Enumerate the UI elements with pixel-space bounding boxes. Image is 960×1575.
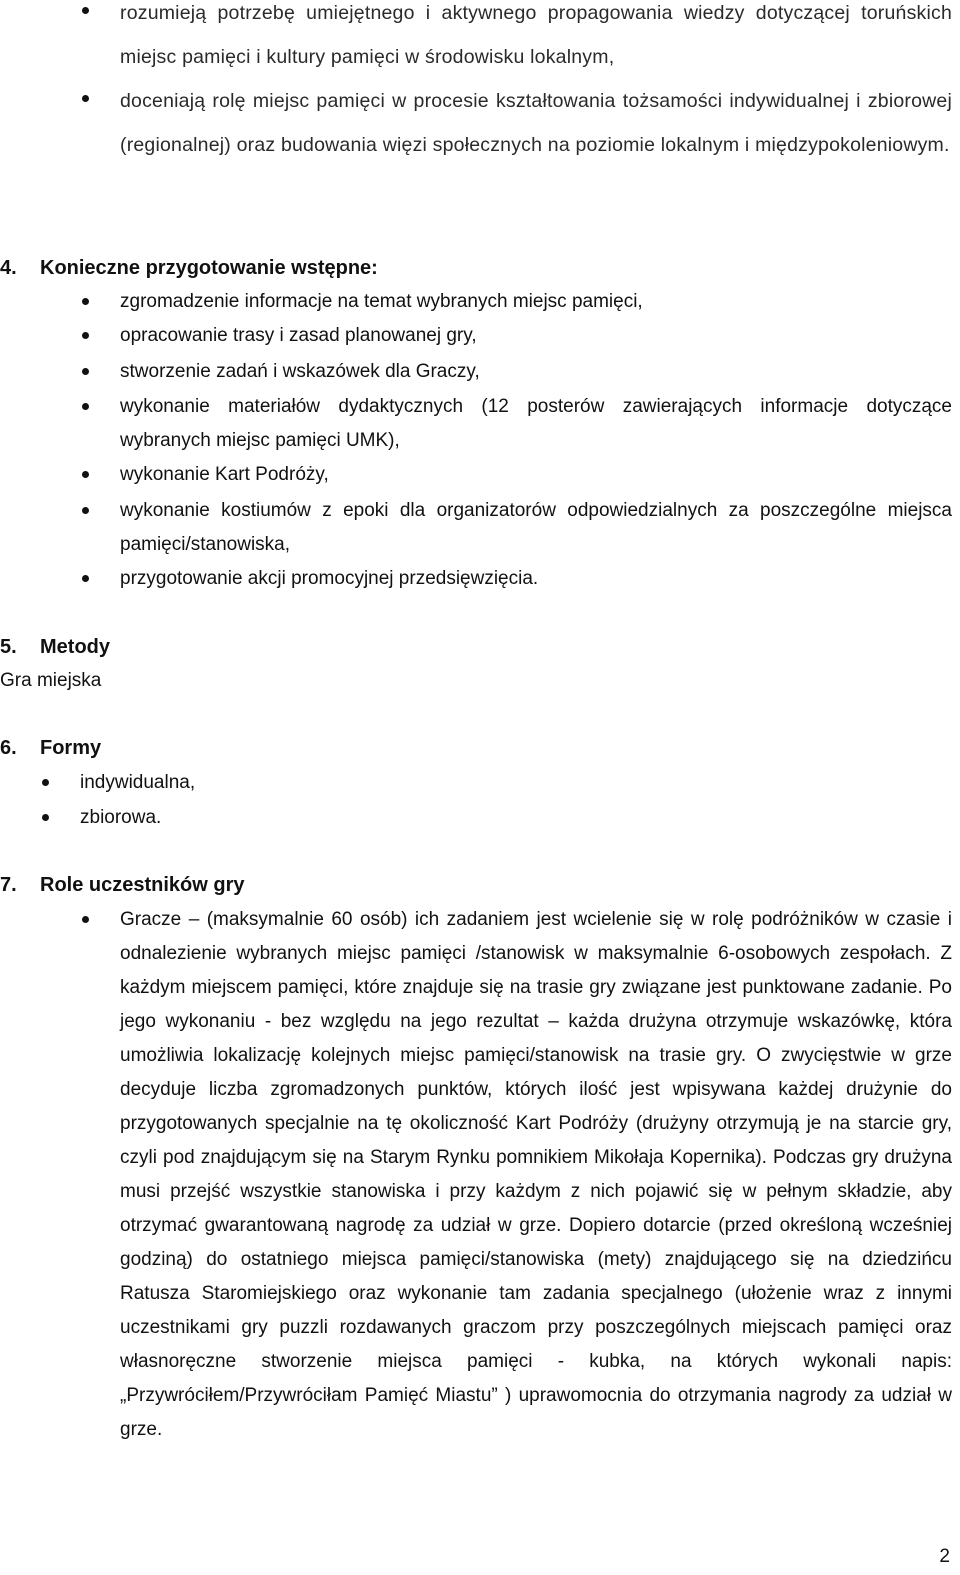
list-item-text: zbiorowa. [80, 807, 162, 828]
section-number: 6. [0, 737, 17, 759]
bullet-icon [42, 814, 49, 821]
bullet-icon [42, 779, 49, 786]
bullet-icon [82, 575, 89, 582]
section-number: 5. [0, 636, 17, 658]
bullet-icon [82, 507, 89, 514]
bullet-icon [82, 403, 89, 410]
bullet-icon [82, 471, 89, 478]
section-text: Gra miejska [0, 670, 102, 691]
section-title: Metody [40, 636, 110, 658]
bullet-icon [82, 332, 89, 339]
list-item-text: opracowanie trasy i zasad planowanej gry, [120, 325, 477, 346]
section-title: Konieczne przygotowanie wstępne: [40, 257, 378, 279]
list-item-text: stworzenie zadań i wskazówek dla Graczy, [120, 361, 480, 382]
list-item-text: rozumieją potrzebę umiejętnego i aktywnego propagowania wiedzy dotyczącej toruńskich miejsc pamięci i kultury pamięci w środowisku lokalnym, [120, 2, 952, 68]
section-number: 4. [0, 257, 17, 279]
list-item-text: wykonanie kostiumów z epoki dla organizatorów odpowiedzialnych za poszczególne miejsca pamięci/stanowiska, [120, 500, 952, 555]
list-item-text: indywidualna, [80, 772, 196, 793]
list-item-text: doceniają rolę miejsc pamięci w procesie kształtowania tożsamości indywidualnej i zbiorowej (regionalnej) oraz budowania więzi społecznych na poziomie lokalnym i międzypokoleniowym. [120, 90, 952, 156]
bullet-icon [82, 95, 89, 102]
bullet-icon [82, 916, 89, 923]
section-title: Role uczestników gry [40, 874, 245, 896]
list-item-text: przygotowanie akcji promocyjnej przedsięwzięcia. [120, 568, 539, 589]
section-number: 7. [0, 874, 17, 896]
list-item-text: wykonanie Kart Podróży, [120, 464, 329, 485]
section-title: Formy [40, 737, 102, 759]
list-item-text: zgromadzenie informacje na temat wybranych miejsc pamięci, [120, 291, 643, 312]
page-number: 2 [939, 1546, 950, 1567]
bullet-icon [82, 298, 89, 305]
bullet-icon [82, 7, 89, 14]
bullet-icon [82, 368, 89, 375]
list-item-text: wykonanie materiałów dydaktycznych (12 posterów zawierających informacje dotyczące wybranych miejsc pamięci UMK), [120, 396, 952, 451]
list-item-text: Gracze – (maksymalnie 60 osób) ich zadaniem jest wcielenie się w rolę podróżników w czasie i odnalezienie wybranych miejsc pamięci /stanowisk w maksymalnie 6-osobowych zespołach. Z każdym miejscem pamięci, które znajduje się na trasie gry związane jest punktowane zadanie. Po jego wykonaniu - bez względu na jego rezultat – każda drużyna otrzymuje wskazówkę, która umożliwia lokalizację kolejnych miejsc pamięci/stanowisk na trasie gry. O zwycięstwie w grze decyduje liczba zgromadzonych punktów, których ilość jest wpisywana każdej drużynie do przygotowanych specjalnie na tę okoliczność Kart Podróży (drużyny otrzymują je na starcie gry, czyli pod znajdującym się na Starym Rynku pomnikiem Mikołaja Kopernika). Podczas gry drużyna musi przejść wszystkie stanowiska i przy każdym z nich pojawić się w pełnym składzie, aby otrzymać gwarantowaną nagrodę za udział w grze. Dopiero dotarcie (przed określoną wcześniej godziną) do ostatniego miejsca pamięci/stanowiska (mety) znajdującego się na dziedzińcu Ratusza Staromiejskiego oraz wykonanie tam zadania specjalnego (ułożenie wraz z innymi uczestnikami gry puzzli rozdawanych graczom przy poszczególnych miejscach pamięci oraz własnoręczne stworzenie miejsca pamięci - kubka, na których wykonali napis: „Przywróciłem/Przywróciłam Pamięć Miastu” ) uprawomocnia do otrzymania nagrody za udział w grze. [120, 909, 952, 1440]
